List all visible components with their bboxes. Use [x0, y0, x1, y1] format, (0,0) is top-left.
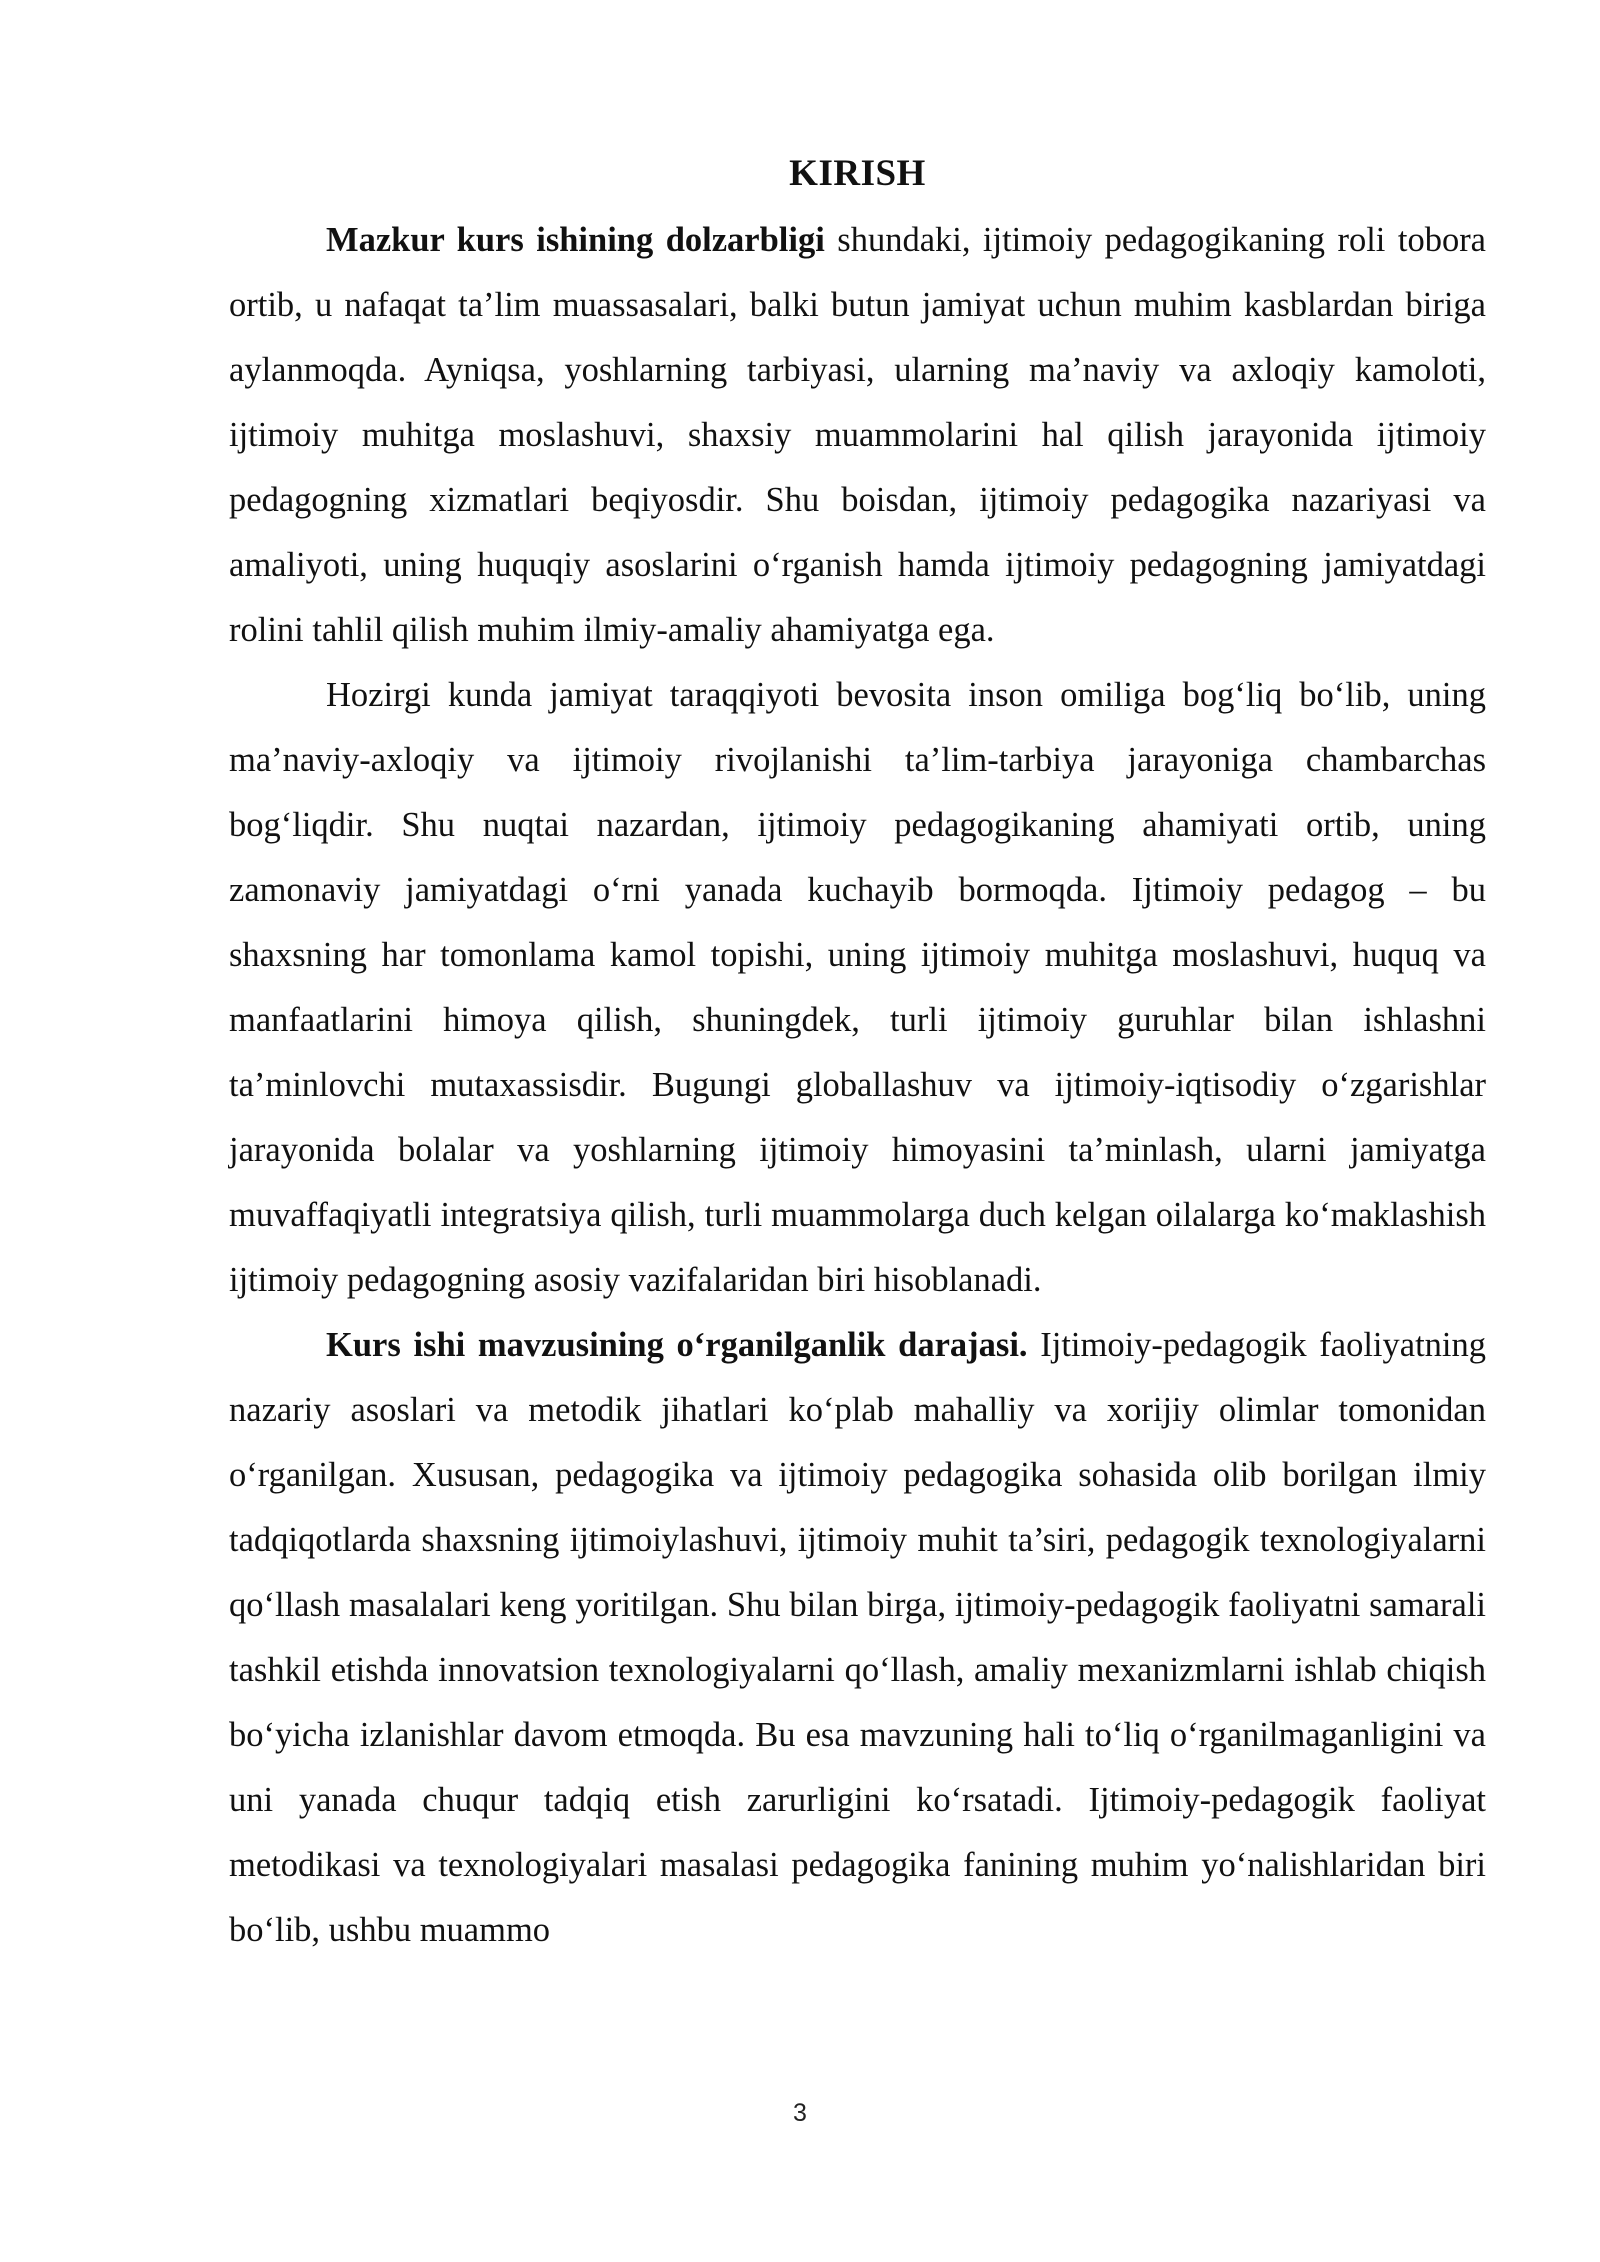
paragraph-lead-bold: Kurs ishi mavzusining o‘rganilganlik darajasi.	[326, 1326, 1028, 1364]
paragraph-text: shundaki, ijtimoiy pedagogikaning roli tobora ortib, u nafaqat ta’lim muassasalari, balki butun jamiyat uchun muhim kasblardan biriga aylanmoqda. Ayniqsa, yoshlarning tarbiyasi, ularning ma’naviy va axloqiy kamoloti, ijtimoiy muhitga moslashuvi, shaxsiy muammolarini hal qilish jarayonida ijtimoiy pedagogning xizmatlari beqiyosdir. Shu boisdan, ijtimoiy pedagogika nazariyasi va amaliyoti, uning huquqiy asoslarini o‘rganish hamda ijtimoiy pedagogning jamiyatdagi rolini tahlil qilish muhim ilmiy-amaliy ahamiyatga ega.	[229, 221, 1486, 649]
paragraph-relevance	[229, 208, 1486, 663]
paragraph-text: Hozirgi kunda jamiyat taraqqiyoti bevosita inson omiliga bog‘liq bo‘lib, uning ma’naviy-axloqiy va ijtimoiy rivojlanishi ta’lim-tarbiya jarayoniga chambarchas bog‘liqdir. Shu nuqtai nazardan, ijtimoiy pedagogikaning ahamiyati ortib, uning zamonaviy jamiyatdagi o‘rni yanada kuchayib bormoqda. Ijtimoiy pedagog – bu shaxsning har tomonlama kamol topishi, uning ijtimoiy muhitga moslashuvi, huquq va manfaatlarini himoya qilish, shuningdek, turli ijtimoiy guruhlar bilan ishlashni ta’minlovchi mutaxassisdir. Bugungi globallashuv va ijtimoiy-iqtisodiy o‘zgarishlar jarayonida bolalar va yoshlarning ijtimoiy himoyasini ta’minlash, ularni jamiyatga muvaffaqiyatli integratsiya qilish, turli muammolarga duch kelgan oilalarga ko‘maklashish ijtimoiy pedagogning asosiy vazifalaridan biri hisoblanadi.	[229, 676, 1486, 1299]
paragraph-current-state	[229, 663, 1486, 1313]
paragraph-study-degree	[229, 1313, 1486, 1963]
section-heading: KIRISH	[789, 153, 926, 194]
page-number: 3	[793, 2099, 807, 2127]
paragraph-lead-bold: Mazkur kurs ishining dolzarbligi	[326, 221, 825, 259]
paragraph-text: Ijtimoiy-pedagogik faoliyatning nazariy asoslari va metodik jihatlari ko‘plab mahalliy va xorijiy olimlar tomonidan o‘rganilgan. Xususan, pedagogika va ijtimoiy pedagogika sohasida olib borilgan ilmiy tadqiqotlarda shaxsning ijtimoiylashuvi, ijtimoiy muhit ta’siri, pedagogik texnologiyalarni qo‘llash masalalari keng yoritilgan. Shu bilan birga, ijtimoiy-pedagogik faoliyatni samarali tashkil etishda innovatsion texnologiyalarni qo‘llash, amaliy mexanizmlarni ishlab chiqish bo‘yicha izlanishlar davom etmoqda. Bu esa mavzuning hali to‘liq o‘rganilmaganligini va uni yanada chuqur tadqiq etish zarurligini ko‘rsatadi. Ijtimoiy-pedagogik faoliyat metodikasi va texnologiyalari masalasi pedagogika fanining muhim yo‘nalishlaridan biri bo‘lib, ushbu muammo	[229, 1326, 1486, 1949]
document-body	[229, 148, 1486, 1963]
